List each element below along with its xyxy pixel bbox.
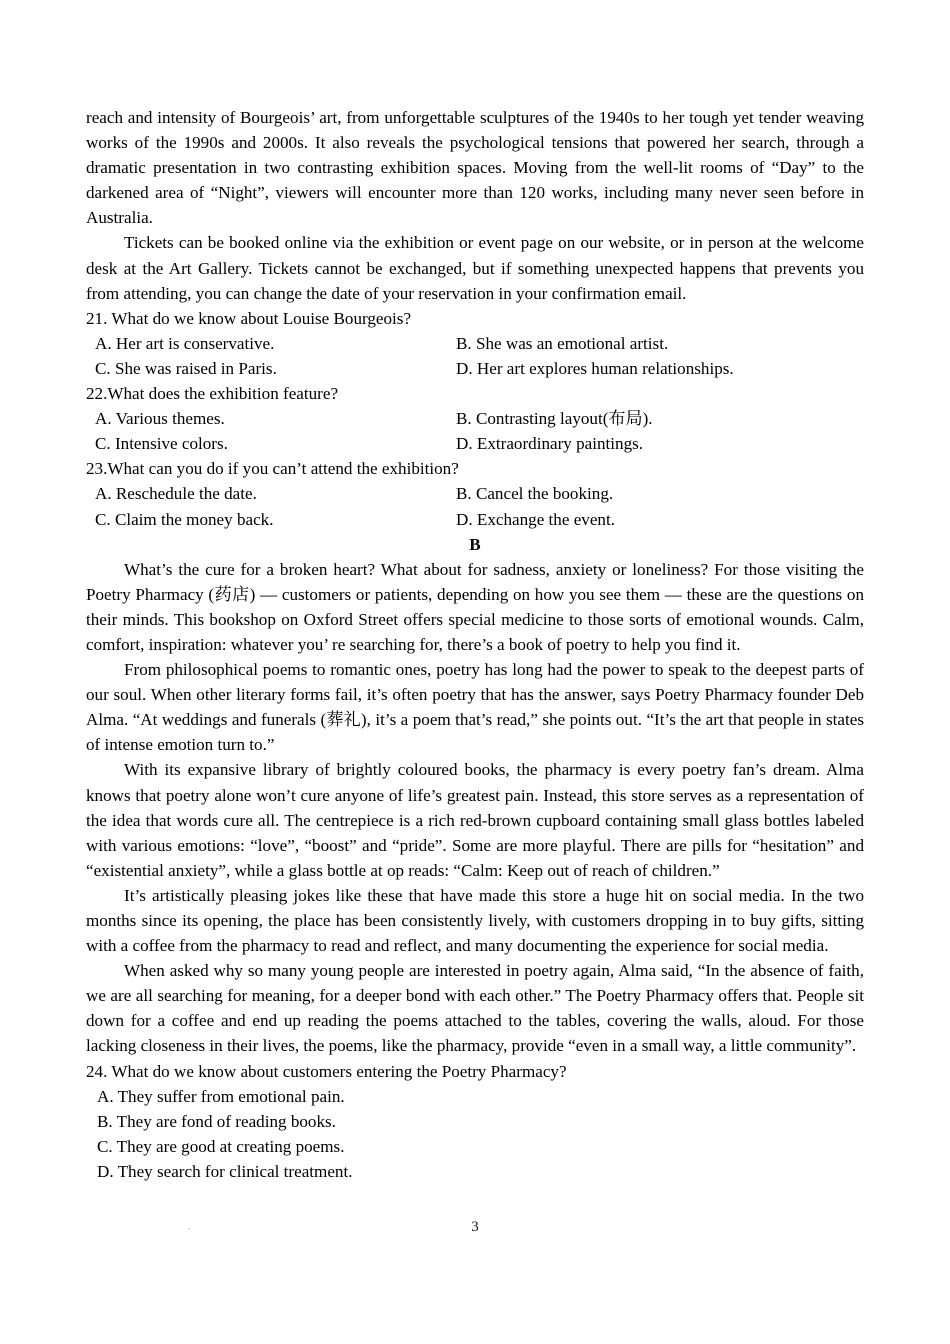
question-22-option-d[interactable]: D. Extraordinary paintings. (456, 434, 644, 454)
question-22-options-row-2 (86, 431, 864, 456)
question-23-option-b[interactable]: B. Cancel the booking. (456, 484, 614, 504)
passage-a-paragraph-1: reach and intensity of Bourgeois’ art, from unforgettable sculptures of the 1940s to her tough yet tender weaving works of the 1990s and 2000s. It also reveals the psychological tensions that powered her search, through a dramatic presentation in two contrasting exhibition spaces. Moving from the well-lit rooms of “Day” to the darkened area of “Night”, viewers will encounter more than 120 works, including many never seen before in Australia. (86, 108, 864, 228)
question-21-options-row-2 (86, 356, 864, 381)
question-22-options-row-1 (86, 406, 864, 431)
question-22-option-c[interactable]: C. Intensive colors. (95, 434, 228, 454)
question-24-option-c[interactable]: C. They are good at creating poems. (97, 1136, 345, 1156)
page-body (86, 105, 864, 1184)
question-24-block (86, 1059, 864, 1184)
page-number: 3 (471, 1219, 479, 1235)
question-23-stem: 23.What can you do if you can’t attend the exhibition? (86, 459, 459, 479)
passage-b-section-letter: B (469, 534, 481, 554)
question-22-stem: 22.What does the exhibition feature? (86, 384, 339, 404)
question-21-option-d[interactable]: D. Her art explores human relationships. (456, 358, 734, 378)
question-21-options-row-1 (86, 331, 864, 356)
question-23-option-c[interactable]: C. Claim the money back. (95, 509, 274, 529)
question-22-option-b[interactable]: B. Contrasting layout(布局). (456, 409, 653, 429)
question-23-options-row-1 (86, 481, 864, 506)
passage-b-paragraph-3: With its expansive library of brightly coloured books, the pharmacy is every poetry fan’s dream. Alma knows that poetry alone won’t cure anyone of life’s greatest pain. Instead, this store serves as a representation of the idea that words cure all. The centrepiece is a rich red-brown cupboard containing small glass bottles labeled with various emotions: “love”, “boost” and “pride”. Some are more playful. There are pills for “hesitation” and “existential anxiety”, while a glass bottle at op reads: “Calm: Keep out of reach of children.” (86, 760, 864, 880)
passage-b-paragraph-5: When asked why so many young people are interested in poetry again, Alma said, “In the absence of faith, we are all searching for meaning, for a deeper bond with each other.” The Poetry Pharmacy offers that. People sit down for a coffee and end up reading the poems attached to the tables, covering the walls, aloud. For those lacking closeness in their lives, the poems, like the pharmacy, provide “even in a small way, a little community”. (86, 961, 864, 1056)
question-23-options-row-2 (86, 507, 864, 532)
question-24-option-a[interactable]: A. They suffer from emotional pain. (97, 1086, 345, 1106)
question-21-option-b[interactable]: B. She was an emotional artist. (456, 333, 669, 353)
question-24-option-d[interactable]: D. They search for clinical treatment. (97, 1161, 353, 1181)
question-24-option-b[interactable]: B. They are fond of reading books. (97, 1111, 336, 1131)
passage-b-paragraph-4: It’s artistically pleasing jokes like these that have made this store a huge hit on social media. In the two months since its opening, the place has been consistently lively, with customers dropping in to buy gifts, sitting with a coffee from the pharmacy to read and reflect, and many documenting the experience for social media. (86, 885, 864, 956)
question-22-option-a[interactable]: A. Various themes. (95, 409, 225, 429)
question-24-stem: 24. What do we know about customers entering the Poetry Pharmacy? (86, 1061, 567, 1081)
passage-b-paragraph-2: From philosophical poems to romantic ones, poetry has long had the power to speak to the deepest parts of our soul. When other literary forms fail, it’s often poetry that has the answer, says Poetry Pharmacy founder Deb Alma. “At weddings and funerals (葬礼), it’s a poem that’s read,” she points out. “It’s the art that people in states of intense emotion turn to.” (86, 660, 864, 755)
question-23-option-d[interactable]: D. Exchange the event. (456, 509, 616, 529)
passage-b-paragraph-1: What’s the cure for a broken heart? What about for sadness, anxiety or loneliness? For those visiting the Poetry Pharmacy (药店) — customers or patients, depending on how you see them — these are the questions on their minds. This bookshop on Oxford Street offers special medicine to those sorts of emotional wounds. Calm, comfort, inspiration: whatever you’ re searching for, there’s a book of poetry to help you find it. (86, 559, 864, 654)
question-21-option-a[interactable]: A. Her art is conservative. (95, 333, 275, 353)
question-21-stem: 21. What do we know about Louise Bourgeois? (86, 308, 412, 328)
passage-a-paragraph-2: Tickets can be booked online via the exhibition or event page on our website, or in person at the welcome desk at the Art Gallery. Tickets cannot be exchanged, but if something unexpected happens that prevents you from attending, you can change the date of your reservation in your confirmation email. (86, 233, 864, 303)
question-23-option-a[interactable]: A. Reschedule the date. (95, 484, 257, 504)
question-21-option-c[interactable]: C. She was raised in Paris. (95, 358, 277, 378)
